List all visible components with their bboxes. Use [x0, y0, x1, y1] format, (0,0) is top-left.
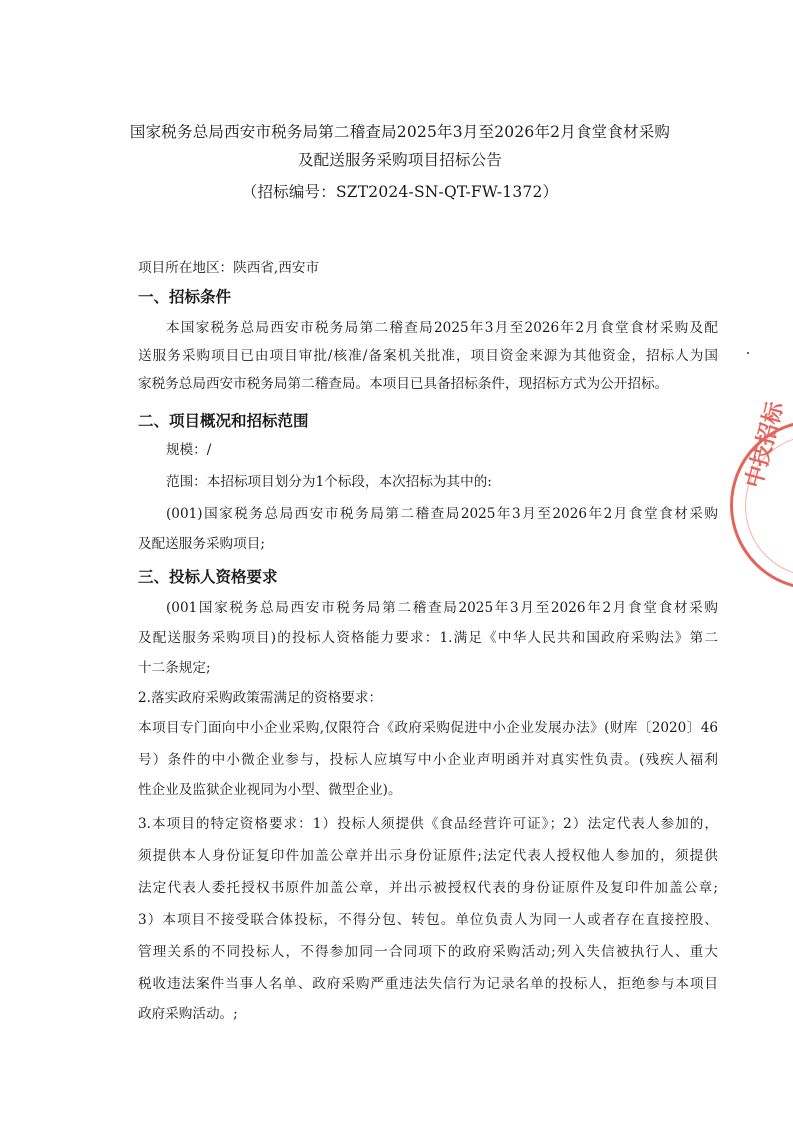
- lot-description: (001)国家税务总局西安市税务局第二稽查局2025年3月至2026年2月食堂食材采购: [166, 506, 718, 522]
- paragraph-line: 及配送服务采购项目)的投标人资格能力要求：1.满足《中华人民共和国政府采购法》第二: [138, 630, 718, 646]
- red-seal-stamp: [730, 399, 793, 590]
- paragraph-line: 家税务总局西安市税务局第二稽查局。本项目已具备招标条件，现招标方式为公开招标。: [138, 376, 669, 392]
- paragraph-line: 性企业及监狱企业视同为小型、微型企业)。: [138, 782, 402, 798]
- paragraph-line: 本国家税务总局西安市税务局第二稽查局2025年3月至2026年2月食堂食材采购及配: [166, 320, 718, 336]
- document-title-line1: 国家税务总局西安市税务局第二稽查局2025年3月至2026年2月食堂食材采购: [129, 123, 671, 141]
- project-location: 项目所在地区：陕西省,西安市: [138, 260, 320, 276]
- section-heading-project-overview: 二、项目概况和招标范围: [138, 412, 309, 430]
- section-heading-tender-conditions: 一、招标条件: [138, 288, 232, 306]
- paragraph-line: 法定代表人委托授权书原件加盖公章，并出示被授权代表的身份证原件及复印件加盖公章;: [138, 880, 718, 896]
- paragraph-line: 税收违法案件当事人名单、政府采购严重违法失信行为记录名单的投标人，拒绝参与本项目: [138, 976, 718, 992]
- tender-code: （招标编号：SZT2024-SN-QT-FW-1372）: [241, 183, 559, 201]
- project-scale: 规模：/: [166, 442, 212, 458]
- paragraph-line: 十二条规定;: [138, 660, 211, 676]
- project-scope: 范围：本招标项目划分为1个标段，本次招标为其中的:: [166, 474, 492, 490]
- lot-description-cont: 及配送服务采购项目;: [138, 536, 265, 552]
- section-heading-bidder-qualifications: 三、投标人资格要求: [138, 568, 278, 586]
- paragraph-line: (001国家税务总局西安市税务局第二稽查局2025年3月至2026年2月食堂食材采购: [166, 600, 718, 616]
- paragraph-line: 送服务采购项目已由项目审批/核准/备案机关批准，项目资金来源为其他资金，招标人为国: [138, 348, 718, 364]
- paragraph-line: 本项目专门面向中小企业采购,仅限符合《政府采购促进中小企业发展办法》(财库〔2020〕46: [138, 720, 718, 736]
- paragraph-line: 号）条件的中小微企业参与，投标人应填写中小企业声明函并对真实性负责。(残疾人福利: [138, 752, 718, 768]
- paragraph-line: 3）本项目不接受联合体投标，不得分包、转包。单位负责人为同一人或者存在直接控股、: [138, 912, 718, 928]
- paragraph-line: 管理关系的不同投标人，不得参加同一合同项下的政府采购活动;列入失信被执行人、重大: [138, 944, 718, 960]
- paragraph-line: 政府采购活动。;: [138, 1006, 238, 1022]
- paragraph-line: 2.落实政府采购政策需满足的资格要求：: [138, 690, 383, 706]
- stray-dot: [747, 352, 749, 354]
- seal-text: 中技招标: [741, 399, 789, 491]
- paragraph-line: 须提供本人身份证复印件加盖公章并出示身份证原件;法定代表人授权他人参加的，须提供: [138, 848, 718, 864]
- document-title-line2: 及配送服务采购项目招标公告: [297, 151, 503, 169]
- paragraph-line: 3.本项目的特定资格要求：1）投标人须提供《食品经营许可证》；2）法定代表人参加的，: [138, 816, 718, 832]
